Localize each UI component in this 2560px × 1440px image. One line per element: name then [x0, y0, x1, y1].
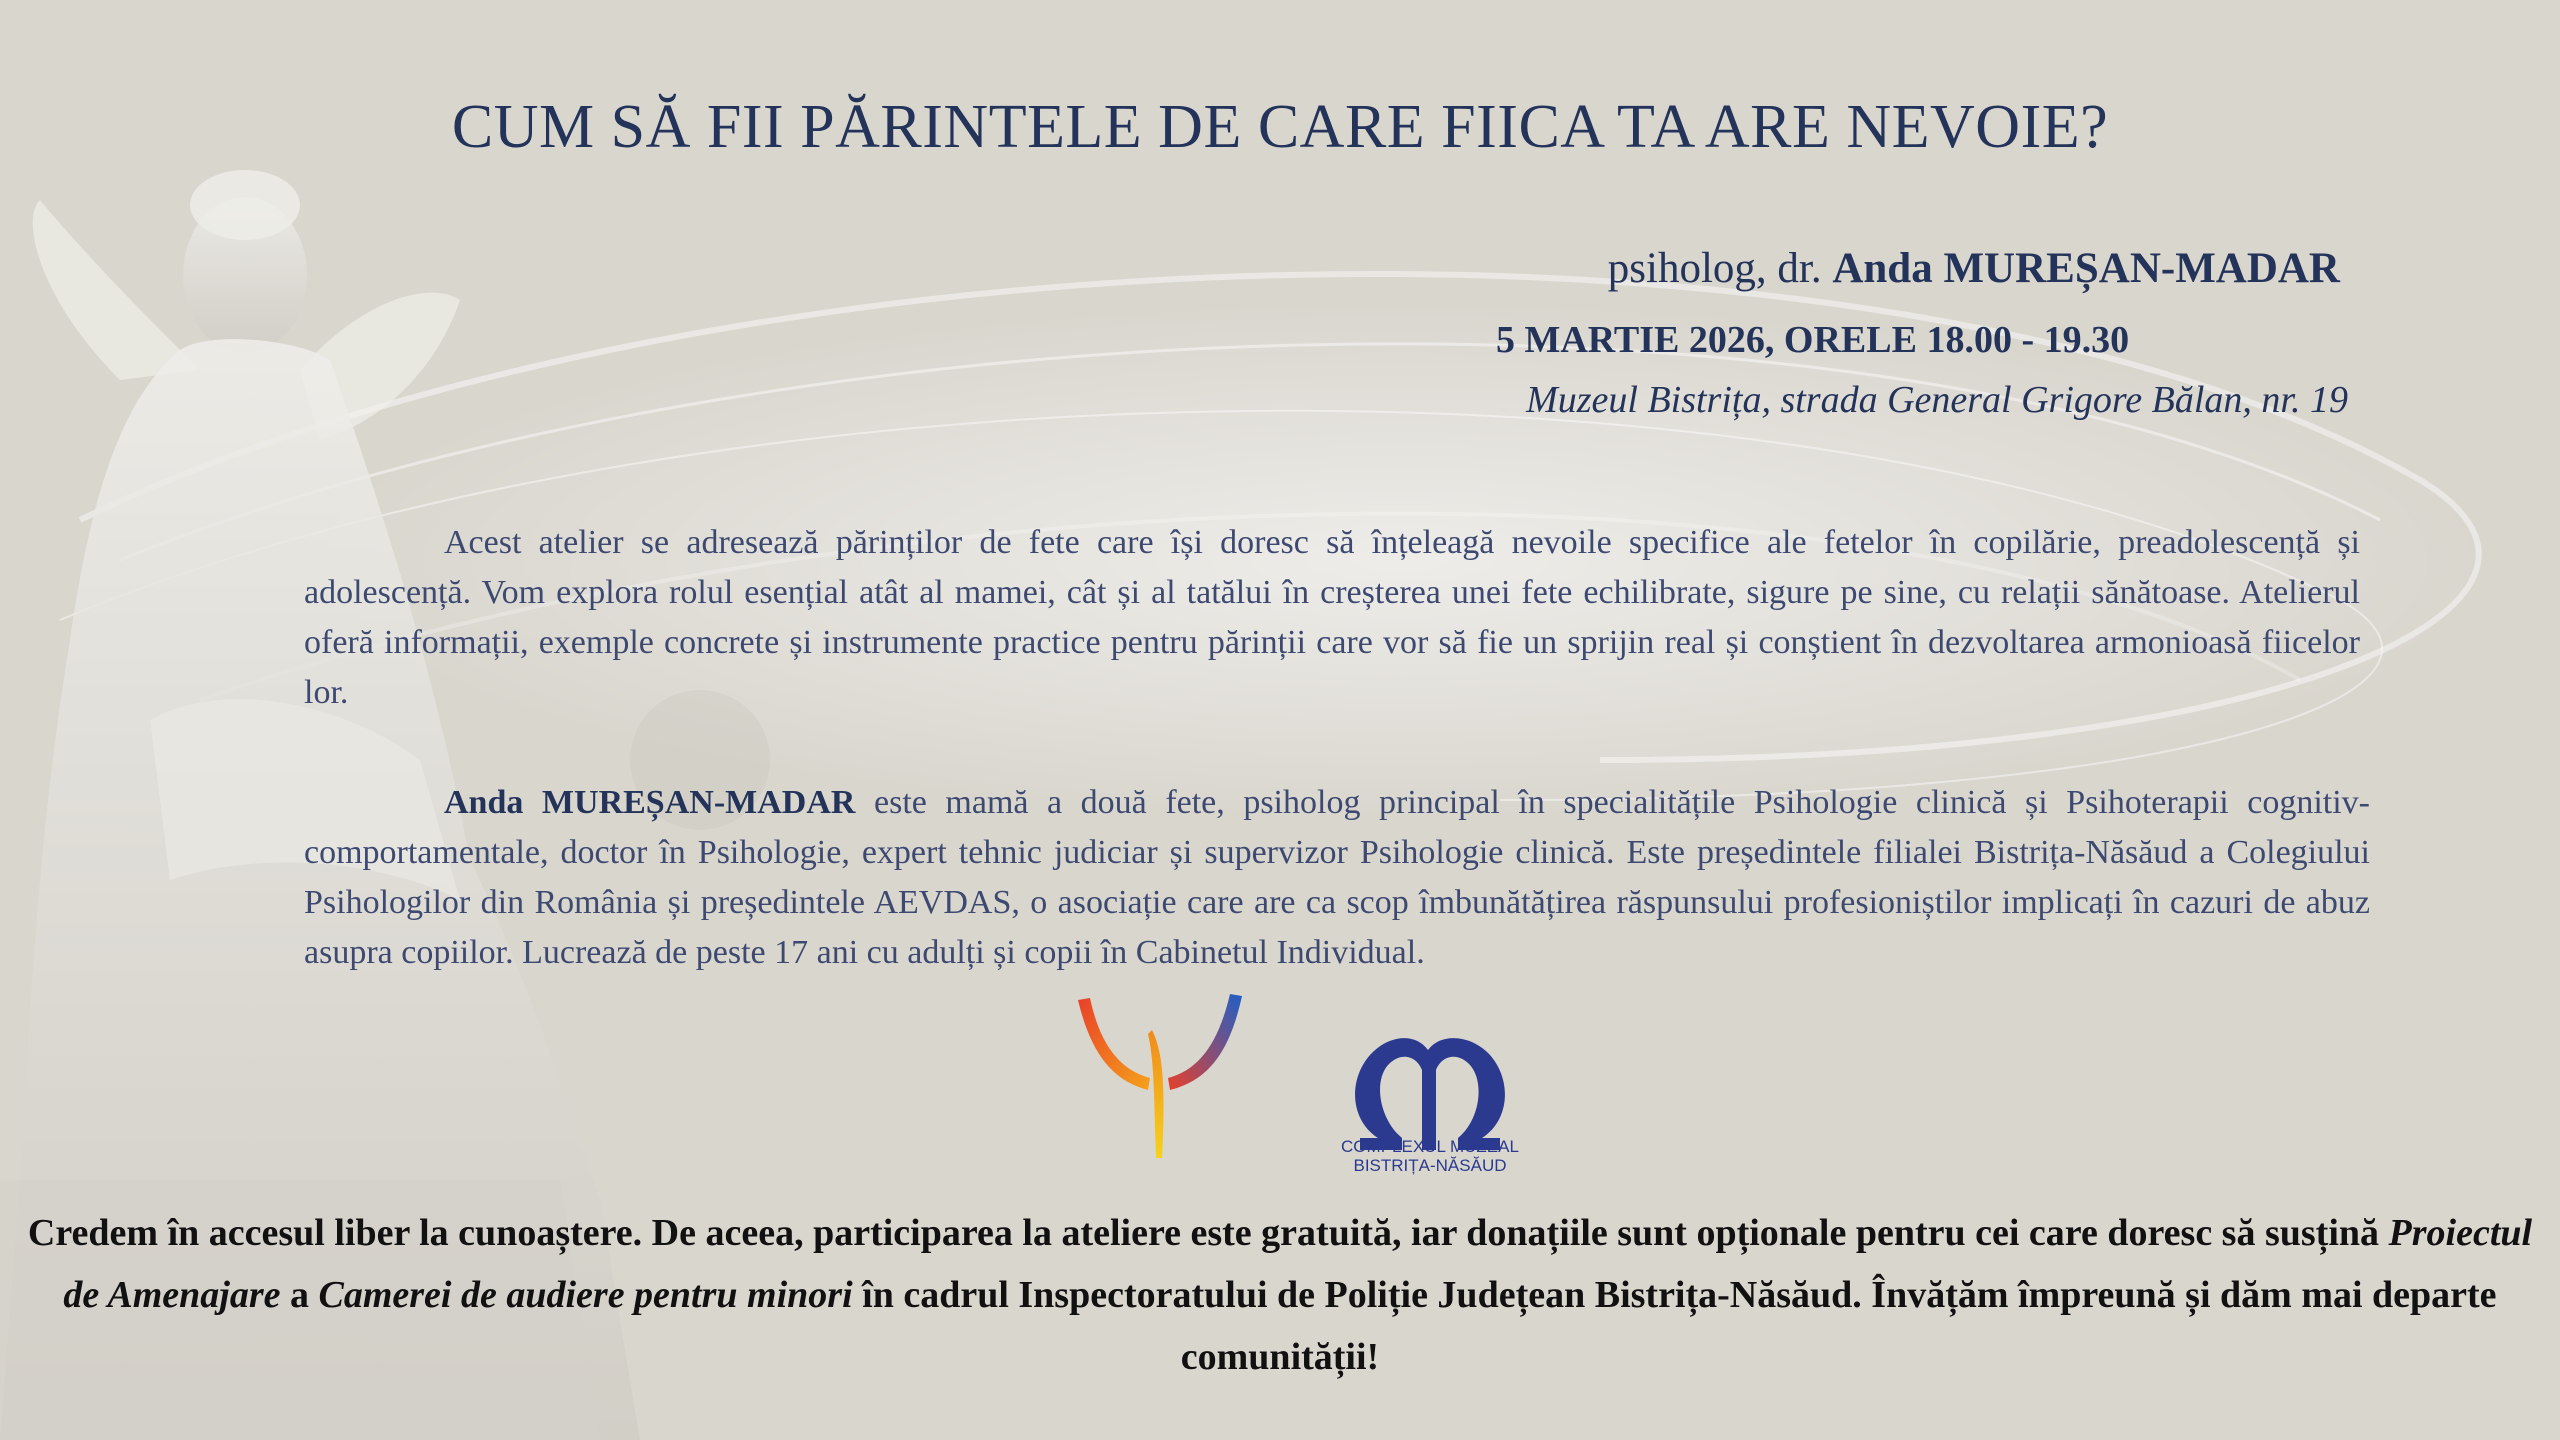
speaker-prefix: psiholog, dr.: [1607, 245, 1833, 292]
event-separator: ,: [1764, 319, 1784, 361]
museum-logo-text: [1300, 1137, 1560, 1175]
event-date: 5 MARTIE 2026: [1496, 319, 1765, 361]
bio-name: Anda MUREȘAN-MADAR: [444, 784, 856, 821]
event-location: Muzeul Bistrița, strada General Grigore Bălan, nr. 19: [1526, 379, 2348, 421]
event-time: ORELE 18.00 - 19.30: [1783, 319, 2130, 361]
museum-name-line2: BISTRIȚA-NĂSĂUD: [1353, 1156, 1507, 1175]
speaker-line: [1608, 244, 2340, 293]
event-datetime: [1496, 318, 2129, 362]
footer-project-name: Proiectul de Amenajare: [63, 1212, 2533, 1316]
psychology-logo-icon: [1070, 990, 1250, 1160]
workshop-description: Acest atelier se adresează părinților de fete care își doresc să înțeleagă nevoile specifice ale fetelor în copilărie, preadolescență și adolescență. Vom explora rolul esențial atât al mamei, cât și al tatălui în creșterea unei fete echilibrate, sigure pe sine, cu relații sănătoase. Atelierul oferă informații, exemple concrete și instrumente practice pentru părinții care vor să fie un sprijin real și conștient în dezvoltarea armonioasă fiicelor lor.: [304, 524, 2360, 711]
museum-name-line1: COMPLEXUL MUZEAL: [1341, 1137, 1519, 1156]
footer-text-3: în cadrul Inspectoratului de Poliție Județean Bistrița-Năsăud. Învățăm împreună și dăm mai departe comunității!: [852, 1274, 2497, 1378]
footer-room-name: Camerei de audiere pentru minori: [318, 1274, 853, 1316]
speaker-bio: [304, 778, 2370, 978]
page-title: CUM SĂ FII PĂRINTELE DE CARE FIICA TA ARE NEVOIE?: [451, 93, 2109, 161]
footer-text-1: Credem în accesul liber la cunoaștere. De aceea, participarea la ateliere este gratuită, iar donațiile sunt opționale pentru cei care doresc să susțină: [27, 1212, 2389, 1254]
speaker-name: Anda MUREȘAN-MADAR: [1832, 245, 2340, 292]
donation-note: [20, 1202, 2540, 1388]
footer-text-2: a: [280, 1274, 319, 1316]
bio-text: este mamă a două fete, psiholog principal în specialitățile Psihologie clinică și Psihoterapii cognitiv-comportamentale, doctor în Psihologie, expert tehnic judiciar și supervizor Psihologie clinică. Este președintele filialei Bistrița-Năsăud a Colegiului Psihologilor din România și președintele AEVDAS, o asociație care are ca scop îmbunătățirea răspunsului profesioniștilor implicați în cazuri de abuz asupra copiilor. Lucrează de peste 17 ani cu adulți și copii în Cabinetul Individual.: [304, 784, 2370, 971]
